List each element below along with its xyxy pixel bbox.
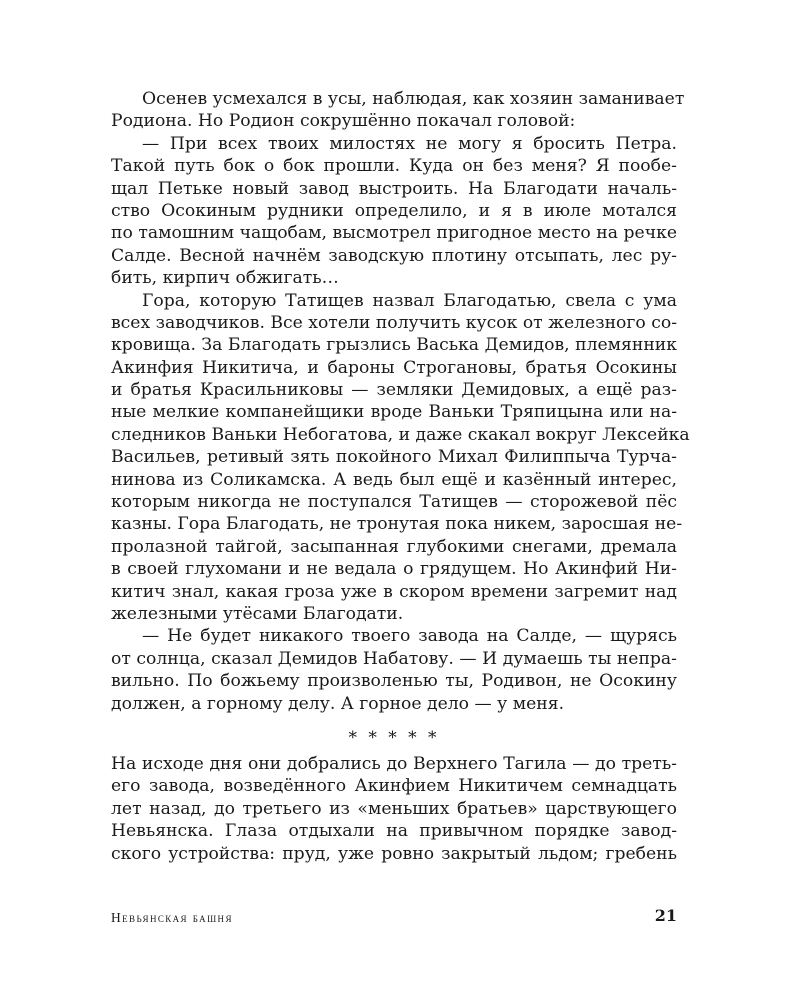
text-line: следников Ваньки Небогатова, и даже скакал вокруг Лексейка <box>111 424 690 445</box>
text-line: Родиона. Но Родион сокрушённо покачал головой: <box>111 111 576 132</box>
text-line: лет назад, до третьего из «меньших братьев» царствующего <box>111 798 677 819</box>
text-line: Васильев, ретивый зять покойного Михал Филиппыча Турча- <box>111 447 677 468</box>
text-line: кровища. За Благодать грызлись Васька Демидов, племянник <box>111 335 677 356</box>
text-section-2 <box>111 753 677 865</box>
text-line: которым никогда не поступался Татищев — сторожевой пёс <box>111 492 677 513</box>
section-separator: * * * * * <box>348 727 440 748</box>
text-line: щал Петьке новый завод выстроить. На Благодати началь- <box>111 178 677 199</box>
text-line: Салде. Весной начнём заводскую плотину отсыпать, лес ру- <box>111 245 677 266</box>
text-section-1 <box>111 88 690 715</box>
text-line: пролазной тайгой, засыпанная глубокими снегами, дремала <box>111 536 677 557</box>
text-line: вильно. По божьему произволенью ты, Родивон, не Осокину <box>111 671 677 692</box>
text-line: — При всех твоих милостях не могу я бросить Петра. <box>142 133 677 154</box>
text-line: китич знал, какая гроза уже в скором времени загремит над <box>111 581 677 602</box>
text-line: от солнца, сказал Демидов Набатову. — И думаешь ты непра- <box>111 648 677 669</box>
text-line: должен, а горному делу. А горное дело — у меня. <box>111 693 565 714</box>
body-text <box>111 88 690 865</box>
text-line: Гора, которую Татищев назвал Благодатью, свела с ума <box>142 290 677 311</box>
text-line: ского устройства: пруд, уже ровно закрытый льдом; гребень <box>111 843 677 864</box>
text-line: железными утёсами Благодати. <box>111 603 404 624</box>
text-line: Осенев усмехался в усы, наблюдая, как хозяин заманивает <box>142 89 685 109</box>
text-line: его завода, возведённого Акинфием Никитичем семнадцать <box>111 776 677 797</box>
page-number: 21 <box>654 906 677 925</box>
text-line: Акинфия Никитича, и бароны Строгановы, братья Осокины <box>111 357 677 378</box>
text-line: по тамошним чащобам, высмотрел пригодное место на речке <box>111 223 677 244</box>
text-line: — Не будет никакого твоего завода на Салде, — щурясь <box>142 626 677 647</box>
text-line: в своей глухомани и не ведала о грядущем. Но Акинфий Ни- <box>111 559 677 580</box>
text-line: бить, кирпич обжигать… <box>111 268 339 289</box>
text-line: ство Осокиным рудники определило, и я в июле мотался <box>111 200 677 221</box>
text-line: На исходе дня они добрались до Верхнего Тагила — до треть- <box>111 753 677 774</box>
text-line: ные мелкие компанейщики вроде Ваньки Тряпицына или на- <box>111 402 677 423</box>
text-line: казны. Гора Благодать, не тронутая пока никем, заросшая не- <box>111 514 683 535</box>
text-line: нинова из Соликамска. А ведь был ещё и казённый интерес, <box>111 469 677 490</box>
section-gap <box>111 715 677 727</box>
running-title: Невьянская башня <box>111 910 233 925</box>
text-line: Невьянска. Глаза отдыхали на привычном порядке завод- <box>111 821 677 842</box>
text-line: Такой путь бок о бок прошли. Куда он без меня? Я пообе- <box>111 156 677 177</box>
text-line: и братья Красильниковы — земляки Демидовых, а ещё раз- <box>111 380 677 401</box>
text-line: всех заводчиков. Все хотели получить кусок от железного со- <box>111 312 678 333</box>
